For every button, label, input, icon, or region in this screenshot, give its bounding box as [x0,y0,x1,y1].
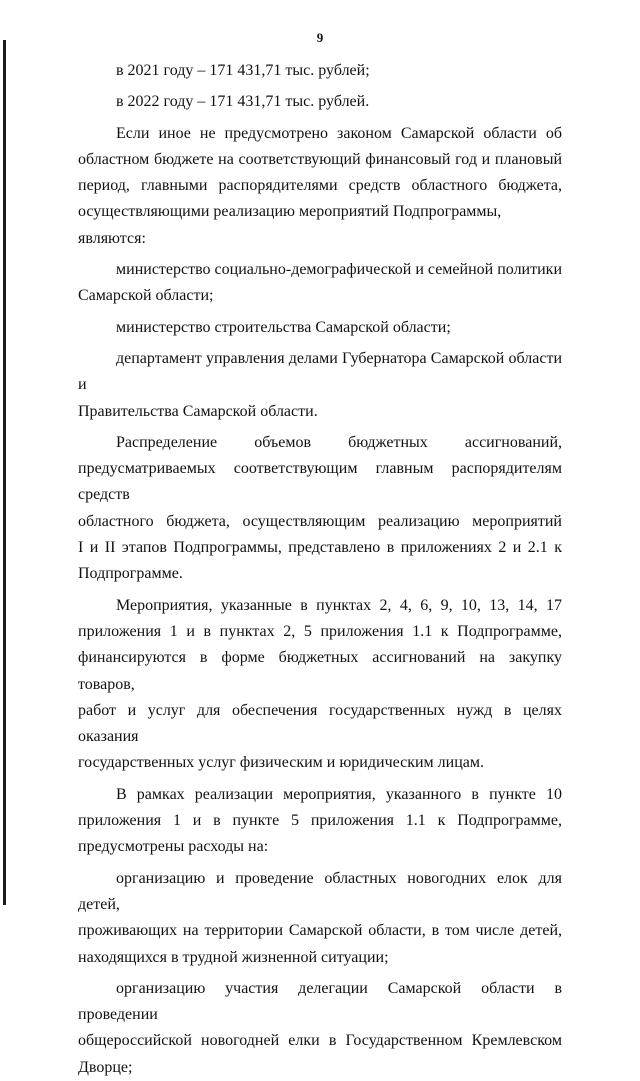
text-line-12: Распределение объемов бюджетных ассигнований, [116,433,562,451]
text-line-21: государственных услуг физическим и юридическим лицам. [78,754,485,772]
scan-edge-line [3,40,6,905]
text-line-29: общероссийской новогодней елки в Государственном Кремлевском [78,1032,562,1050]
text-line-1: в 2021 году – 171 431,71 тыс. рублей; [116,62,370,79]
text-line-24: предусмотрены расходы на: [78,838,269,856]
text-line-5: период, главными распорядителями средств областного бюджета, [78,177,562,195]
text-line-27: находящихся в трудной жизненной ситуации; [78,948,389,966]
text-line-11: Правительства Самарской области. [78,402,318,420]
text-line-16: Подпрограмме. [78,565,183,583]
text-line-7: министерство социально-демографической и семейной политики [116,261,562,279]
page-number: 9 [316,30,324,45]
text-line-4: областном бюджете на соответствующий финансовый год и плановый [78,150,562,168]
text-line-3: Если иное не предусмотрено законом Самарской области об [116,124,562,142]
text-line-10: департамент управления делами Губернатора Самарской области и [78,349,562,394]
text-line-18: приложения 1 и в пунктах 2, 5 приложения 1.1 к Подпрограмме, [78,622,562,640]
text-line-14: областного бюджета, осуществляющим реализацию мероприятий [78,512,562,530]
text-line-22: В рамках реализации мероприятия, указанного в пункте 10 [116,785,562,803]
text-line-13: предусматриваемых соответствующим главным распорядителям средств [78,460,562,504]
text-line-25: организацию и проведение областных новогодних елок для детей, [78,869,562,913]
text-line-6: осуществляющими реализацию мероприятий Подпрограммы, являются: [78,203,502,247]
text-line-19: финансируются в форме бюджетных ассигнований на закупку товаров, [78,649,562,693]
text-line-26: проживающих на территории Самарской области, в том числе детей, [78,922,562,940]
text-line-23: приложения 1 и в пункте 5 приложения 1.1 к Подпрограмме, [78,812,562,830]
text-line-15: I и II этапов Подпрограммы, представлено в приложениях 2 и 2.1 к [78,539,562,557]
text-line-28: организацию участия делегации Самарской области в проведении [78,979,562,1024]
text-line-17: Мероприятия, указанные в пунктах 2, 4, 6, 9, 10, 13, 14, 17 [116,596,562,614]
text-line-9: министерство строительства Самарской области; [116,318,451,336]
text-line-8: Самарской области; [78,287,214,305]
text-line-30: Дворце; [78,1058,133,1076]
text-line-2: в 2022 году – 171 431,71 тыс. рублей. [116,93,370,111]
text-line-20: работ и услуг для обеспечения государственных нужд в целях оказания [78,701,562,746]
document-body [78,58,562,1081]
